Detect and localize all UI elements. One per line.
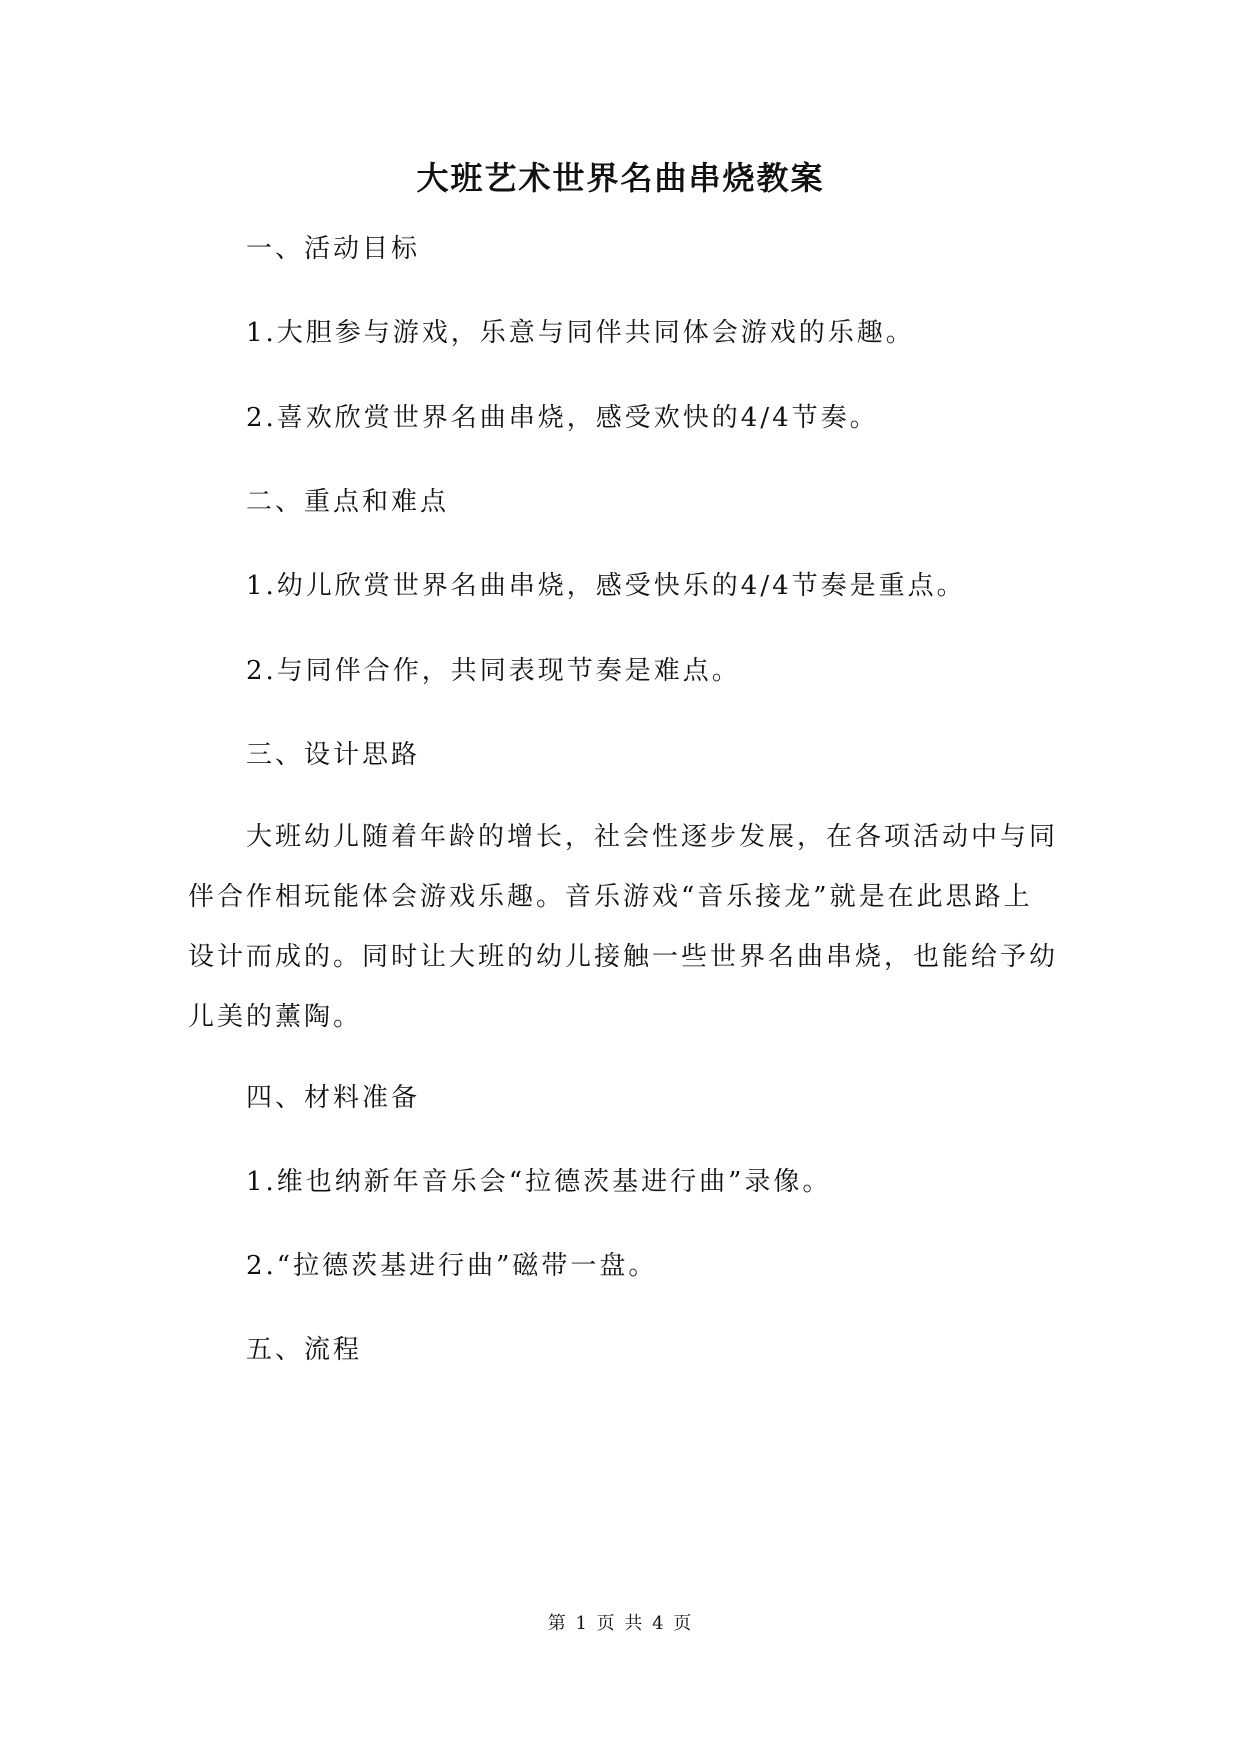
design-paragraph-line: 大班幼儿随着年龄的增长，社会性逐步发展，在各项活动中与同 [246,822,1059,852]
design-paragraph-line: 儿美的薰陶。 [188,1002,363,1032]
material-item-1: 1.维也纳新年音乐会“拉德茨基进行曲”录像。 [246,1167,832,1197]
section-heading-process: 五、流程 [246,1335,363,1365]
goal-item-1: 1.大胆参与游戏，乐意与同伴共同体会游戏的乐趣。 [246,318,915,348]
section-heading-key-points: 二、重点和难点 [246,487,450,517]
design-paragraph [188,807,1058,1047]
material-item-2: 2.“拉德茨基进行曲”磁带一盘。 [246,1251,658,1281]
design-paragraph-line: 设计而成的。同时让大班的幼儿接触一些世界名曲串烧，也能给予幼 [188,942,1059,972]
section-heading-design: 三、设计思路 [246,740,421,770]
design-paragraph-line: 伴合作相玩能体会游戏乐趣。音乐游戏“音乐接龙”就是在此思路上 [188,882,1033,912]
key-point-item-2: 2.与同伴合作，共同表现节奏是难点。 [246,656,741,686]
section-heading-goals: 一、活动目标 [246,234,421,264]
page-footer: 第 1 页 共 4 页 [547,1613,694,1634]
section-heading-materials: 四、材料准备 [246,1083,421,1113]
document-title: 大班艺术世界名曲串烧教案 [416,159,825,197]
key-point-item-1: 1.幼儿欣赏世界名曲串烧，感受快乐的4/4节奏是重点。 [246,571,966,601]
goal-item-2: 2.喜欢欣赏世界名曲串烧，感受欢快的4/4节奏。 [246,403,879,433]
